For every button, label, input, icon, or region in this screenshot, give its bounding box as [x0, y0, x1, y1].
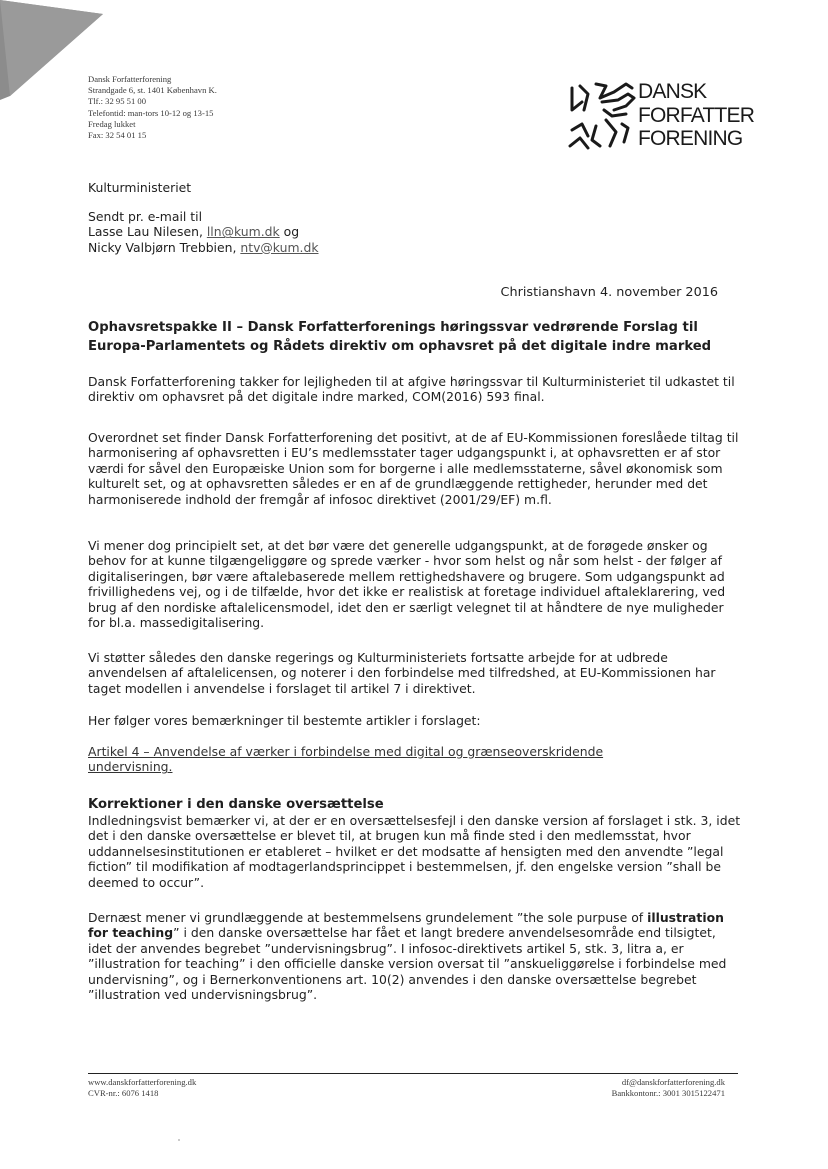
- sender-line: Fredag lukket: [88, 118, 136, 129]
- recipient-name: Lasse Lau Nilesen,: [88, 224, 207, 240]
- footer-cvr: CVR-nr.: 6076 1418: [88, 1087, 159, 1098]
- footer-right: [612, 1077, 725, 1098]
- letter-date: Christianshavn 4. november 2016: [500, 285, 718, 300]
- paragraph: Dansk Forfatterforening takker for lejligheden til at afgive høringssvar til Kulturministeriet til udkastet til direktiv om ophavsret på det digitale indre marked, COM(2016) 593 final.: [88, 374, 735, 405]
- sent-to-block: [88, 209, 743, 255]
- footer-bank: Bankkontonr.: 3001 3015122471: [611, 1087, 725, 1098]
- sender-line: Dansk Forfatterforening: [88, 74, 172, 84]
- text-run: Dernæst mener vi grundlæggende at bestemmelsens grundelement ”the sole purpuse of: [88, 910, 648, 925]
- sender-line: Fax: 32 54 01 15: [88, 130, 147, 141]
- sent-recipient-1: [88, 224, 743, 239]
- sender-line: Telefontid: man-tors 10-12 og 13-15: [88, 107, 214, 118]
- recipient: Kulturministeriet: [88, 180, 192, 195]
- email-link[interactable]: lln@kum.dk: [206, 224, 280, 240]
- article-heading: Artikel 4 – Anvendelse af værker i forbindelse med digital og grænseoverskridende undervisning.: [88, 744, 604, 775]
- paragraph: Vi mener dog principielt set, at det bør være det generelle udgangspunkt, at de forøgede ønsker og behov for at kunne tilgængeliggøre og sprede værker - hvor som helst og når som helst - der følger af digitaliseringen, bør være aftalebaserede mellem rettighedshavere og brugere. Som udgangspunkt ad frivillighedens vej, og i de tilfælde, hvor det ikke er realistisk at foretage individuel aftaleklarering, ved brug af den nordiske aftalelicensmodel, idet den er særligt velegnet til at håndtere de nye muligheder for bl.a. massedigitalisering.: [88, 538, 726, 631]
- footer-website: www.danskforfatterforening.dk: [88, 1077, 197, 1087]
- footer-left: [88, 1077, 196, 1098]
- logo-text-line: DANSK: [638, 80, 707, 103]
- sent-recipient-2: [88, 240, 743, 255]
- logo-text-line: FORENING: [638, 127, 743, 150]
- pegasus-logo-icon: [566, 80, 638, 154]
- paragraph: Her følger vores bemærkninger til bestemte artikler i forslaget:: [88, 713, 481, 728]
- footer-divider: [88, 1073, 738, 1074]
- paragraph: Overordnet set finder Dansk Forfatterforening det positivt, at de af EU-Kommissionen foreslåede tiltag til harmonisering af ophavsretten i EU’s medlemsstater tager udgangspunkt i, at ophavsretten er af stor værdi for såvel den Europæiske Union som for borgerne i alle medlemsstaterne, såvel økonomisk som kulturelt set, og at ophavsretten således er en af de grundlæggende rettigheder, herunder med det harmoniserede indhold der fremgår af infosoc direktivet (2001/29/EF) m.fl.: [88, 430, 739, 507]
- sender-line: Tlf.: 32 95 51 00: [88, 96, 147, 107]
- recipient-name: Nicky Valbjørn Trebbien,: [88, 239, 241, 255]
- letter-subject: Ophavsretspakke II – Dansk Forfatterforenings høringssvar vedrørende Forslag til Europa-Parlamentets og Rådets direktiv om ophavsret på det digitale indre marked: [88, 320, 712, 354]
- organization-logo: [566, 80, 766, 154]
- paragraph: Indledningsvist bemærker vi, at der er en oversættelsesfejl i den danske version af forslaget i stk. 3, idet det i den danske oversættelse er blevet til, at brugen kun må finde sted i den medlemsstat, hvor uddannelsesinstitutionen er etableret – hvilket er det modsatte af hensigten med den anvendte ”legal fiction” til modifikation af modtagerlandsprincippet i bestemmelsen, jf. den engelske version ”shall be deemed to occur”.: [88, 813, 741, 890]
- paragraph: [88, 910, 743, 1002]
- sender-line: Strandgade 6, st. 1401 København K.: [88, 85, 217, 96]
- bold-text: illustration for teaching: [88, 910, 724, 941]
- logo-text-line: FORFATTER: [638, 103, 755, 127]
- sender-address: [88, 74, 217, 141]
- section-heading: Korrektioner i den danske oversættelse: [88, 797, 384, 812]
- logo-wordmark: [638, 80, 754, 151]
- text-run: ” i den danske oversættelse har fået et langt bredere anvendelsesområde end tilsigtet, idet der anvendes begrebet ”undervisningsbrug”. I infosoc-direktivets artikel 5, stk. 3, litra a, er ”illustration for teaching” i den officielle danske version oversat til ”anskueliggørelse i forbindelse med undervisning”, og i Bernerkonventionens art. 10(2) anvendes i den danske oversættelse begrebet ”illustration ved undervisningsbrug”.: [88, 925, 727, 1003]
- scan-speck: [178, 1139, 180, 1141]
- email-link[interactable]: ntv@kum.dk: [240, 239, 319, 255]
- conjunction: og: [279, 224, 300, 240]
- footer-email: df@danskforfatterforening.dk: [621, 1077, 725, 1087]
- paragraph: Vi støtter således den danske regerings og Kulturministeriets fortsatte arbejde for at udbrede anvendelsen af aftalelicensen, og noterer i den forbindelse med tilfredshed, at EU-Kommissionen har taget modellen i anvendelse i forslaget til artikel 7 i direktivet.: [88, 650, 716, 696]
- sent-intro: Sendt pr. e-mail til: [88, 209, 203, 224]
